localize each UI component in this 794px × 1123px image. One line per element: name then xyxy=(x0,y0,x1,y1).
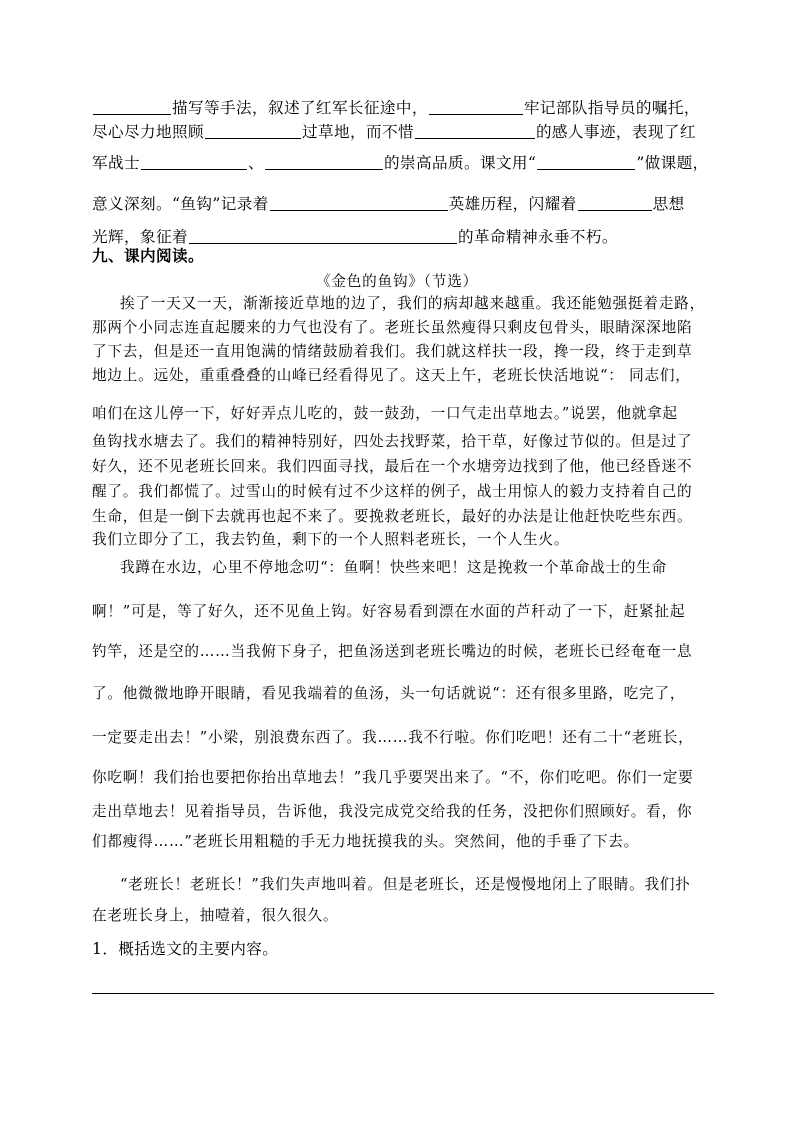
fill-line-1 xyxy=(92,96,700,118)
blank[interactable] xyxy=(141,155,247,170)
text-segment: 意义深刻。“鱼钩”记录着 xyxy=(92,195,269,213)
passage-line: 们都瘦得……”老班长用粗糙的手无力地抚摸我的头。突然间，他的手垂了下去。 xyxy=(92,833,640,850)
section-heading: 九、课内阅读。 xyxy=(92,246,204,265)
text-segment: 的感人事迹，表现了红 xyxy=(535,123,696,141)
blank[interactable] xyxy=(415,124,535,139)
passage-line: 了下去，但是还一直用饱满的情绪鼓励着我们。我们就这样扶一段，搀一段，终于走到草 xyxy=(92,343,693,360)
text-segment: 的革命精神永垂不朽。 xyxy=(457,228,618,246)
text-segment: 英雄历程，闪耀着 xyxy=(448,195,577,213)
blank[interactable] xyxy=(189,229,457,244)
passage-line: 一定要走出去！”小梁，别浪费东西了。我……我不行啦。你们吃吧！还有二十“老班长， xyxy=(92,729,694,746)
text-segment: 、 xyxy=(247,154,264,172)
passage-line: “老班长！老班长！”我们失声地叫着。但是老班长，还是慢慢地闭上了眼睛。我们扑 xyxy=(120,876,691,893)
fill-line-2 xyxy=(92,120,696,142)
fill-line-4 xyxy=(92,192,685,214)
fill-line-3 xyxy=(92,151,709,173)
passage-line: 了。他微微地睁开眼睛，看见我端着的鱼汤，头一句话就说“：还有很多里路，吃完了， xyxy=(92,685,686,702)
text-segment: 牢记部队指导员的嘱托， xyxy=(523,99,700,117)
passage-line: 挨了一天又一天，渐渐接近草地的边了，我们的病却越来越重。我还能勉强挺着走路， xyxy=(120,295,705,312)
text-segment: 过草地，而不惜 xyxy=(301,123,414,141)
passage-line: 鱼钩找水塘去了。我们的精神特别好，四处去找野菜，拾干草，好像过节似的。但是过了 xyxy=(92,433,693,450)
passage-title: 《金色的鱼钩》（节选） xyxy=(315,273,479,290)
blank[interactable] xyxy=(429,100,523,115)
text-segment: 军战士 xyxy=(92,154,140,172)
answer-line[interactable] xyxy=(92,993,714,994)
blank[interactable] xyxy=(537,155,635,170)
blank[interactable] xyxy=(578,196,652,211)
text-segment: 尽心尽力地照顾 xyxy=(92,123,204,141)
text-segment: ”做课题， xyxy=(636,154,709,172)
blank[interactable] xyxy=(265,155,383,170)
passage-line: 你吃啊！我们抬也要把你抬出草地去！”我几乎要哭出来了。“不，你们吃吧。你们一定要 xyxy=(92,769,694,786)
passage-line: 我蹲在水边，心里不停地念叨“：鱼啊！快些来吧！这是挽救一个革命战士的生命 xyxy=(120,559,668,576)
blank[interactable] xyxy=(93,100,171,115)
passage-line: 钓竿，还是空的……当我俯下身子，把鱼汤送到老班长嘴边的时候，老班长已经奄奄一息 xyxy=(92,643,693,660)
passage-line: 生命，但是一倒下去就再也起不来了。要挽救老班长，最好的办法是让他赶快吃些东西。 xyxy=(92,508,693,525)
passage-line: 咱们在这儿停一下，好好弄点儿吃的，鼓一鼓劲，一口气走出草地去。”说罢，他就拿起 xyxy=(92,405,678,422)
passage-line: 醒了。我们都慌了。过雪山的时候有过不少这样的例子，战士用惊人的毅力支持着自己的 xyxy=(92,483,693,500)
passage-line: 好久，还不见老班长回来。我们四面寻找，最后在一个水塘旁边找到了他，他已经昏迷不 xyxy=(92,458,693,475)
passage-line: 那两个小同志连直起腰来的力气也没有了。老班长虽然瘦得只剩皮包骨头，眼睛深深地陷 xyxy=(92,319,693,336)
passage-line: 在老班长身上，抽噎着，很久很久。 xyxy=(92,907,339,924)
blank[interactable] xyxy=(270,196,448,211)
passage-line: 走出草地去！见着指导员，告诉他，我没完成党交给我的任务，没把你们照顾好。看，你 xyxy=(92,803,693,820)
text-segment: 思想 xyxy=(652,195,685,213)
text-segment: 描写等手法，叙述了红军长征途中， xyxy=(172,99,428,117)
text-segment: 的崇高品质。课文用“ xyxy=(383,154,537,172)
question-1: 1．概括选文的主要内容。 xyxy=(92,940,279,958)
passage-line: 啊！”可是，等了好久，还不见鱼上钩。好容易看到漂在水面的芦秆动了一下，赶紧扯起 xyxy=(92,603,686,620)
blank[interactable] xyxy=(205,124,301,139)
passage-line: 地边上。远处，重重叠叠的山峰已经看得见了。这天上午，老班长快活地说“： 同志们， xyxy=(92,367,691,384)
text-segment: 光辉，象征着 xyxy=(92,228,188,246)
passage-line: 我们立即分了工，我去钓鱼，剩下的一个人照料老班长，一个人生火。 xyxy=(92,531,570,548)
